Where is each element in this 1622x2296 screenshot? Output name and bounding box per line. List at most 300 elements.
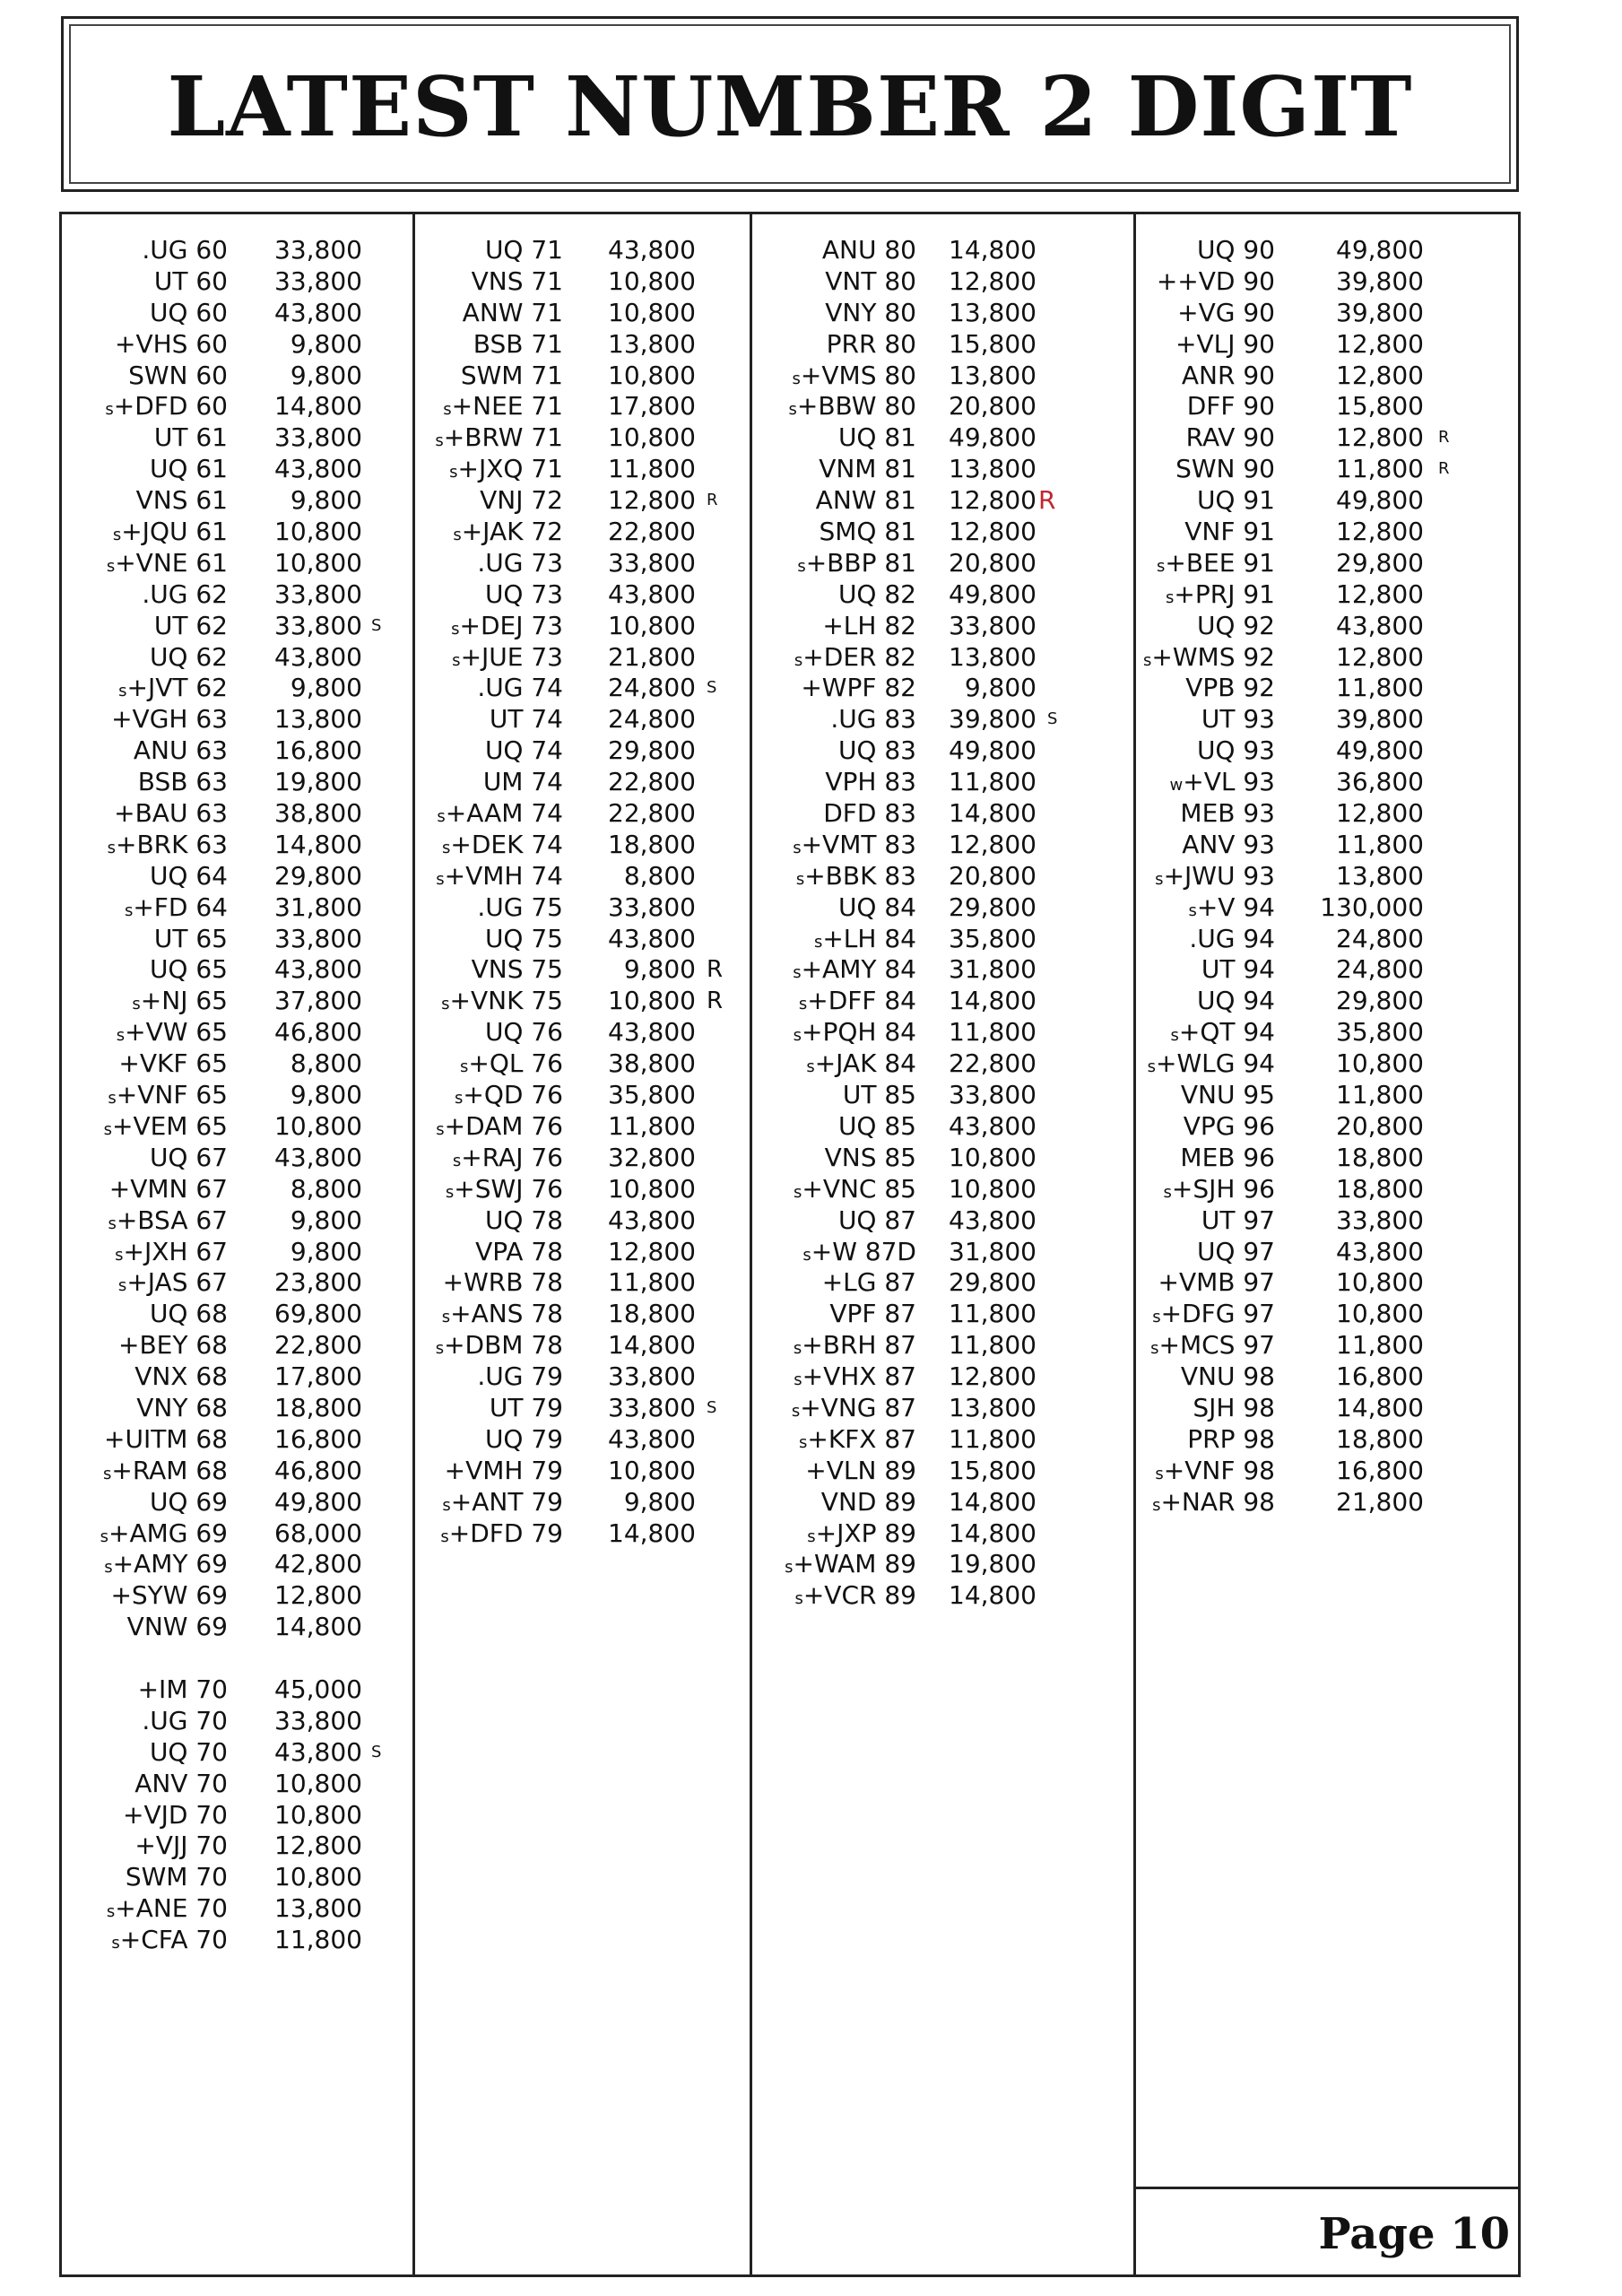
entry-code <box>805 1456 916 1487</box>
entry-code <box>1175 454 1275 485</box>
entry-code-text: +BEE 91 <box>1165 547 1275 578</box>
table-row <box>421 798 750 830</box>
entry-code <box>108 1205 228 1240</box>
entry-code-text: +AAM 74 <box>445 798 563 829</box>
entry-code <box>443 391 563 426</box>
table-row <box>1142 1424 1519 1456</box>
entry-code-text: +DFD 60 <box>113 391 228 422</box>
entry-prefix: s <box>1155 869 1164 889</box>
entry-value: 22,800 <box>608 517 696 547</box>
entry-code <box>789 391 917 426</box>
entry-code-text: ANV 93 <box>1182 829 1275 859</box>
entry-value: 8,800 <box>290 1048 362 1079</box>
table-row <box>421 1518 750 1550</box>
entry-value: 11,800 <box>949 1330 1037 1361</box>
entry-value: 43,800 <box>608 1017 696 1048</box>
entry-code <box>823 798 916 830</box>
entry-code <box>150 954 228 986</box>
entry-prefix: s <box>1155 1464 1164 1483</box>
table-row <box>81 704 412 735</box>
entry-value: 20,800 <box>1336 1110 1424 1141</box>
entry-code-text: +NAR 98 <box>1160 1486 1275 1517</box>
table-row <box>759 235 1133 266</box>
entry-code <box>104 1549 228 1584</box>
entry-value: 31,800 <box>949 1236 1037 1266</box>
entry-code <box>150 642 228 674</box>
entry-code-text: UT 85 <box>842 1080 916 1110</box>
entry-code-text: UT 94 <box>1201 954 1275 985</box>
entry-code-text: VNU 95 <box>1180 1080 1275 1110</box>
entry-prefix: w <box>1169 776 1184 796</box>
table-row <box>421 422 750 454</box>
table-row <box>421 767 750 798</box>
entry-value: 24,800 <box>1336 954 1424 985</box>
entry-value: 14,800 <box>274 1612 362 1642</box>
entry-value: 33,800 <box>274 265 362 296</box>
entry-code <box>436 1111 563 1146</box>
table-row <box>81 298 412 329</box>
entry-code-text: .UG 74 <box>477 673 563 703</box>
entry-code-text: UQ 65 <box>149 954 228 985</box>
entry-code-text: ANU 63 <box>133 735 228 766</box>
entry-value: 43,800 <box>274 1142 362 1172</box>
table-row <box>81 1017 412 1048</box>
table-row <box>759 1580 1133 1612</box>
entry-code-text: UQ 94 <box>1196 986 1275 1016</box>
entry-code <box>1201 704 1275 735</box>
table-row <box>759 1518 1133 1550</box>
entry-code <box>827 329 916 361</box>
entry-code-text: UQ 61 <box>149 454 228 484</box>
entry-value: 14,800 <box>949 1518 1037 1548</box>
entry-value: 10,800 <box>949 1142 1037 1172</box>
entry-code-text: +JWU 93 <box>1163 860 1275 891</box>
entry-prefix: s <box>106 556 116 576</box>
entry-code <box>843 1080 916 1111</box>
entry-code <box>1201 954 1275 986</box>
entry-prefix: s <box>108 1089 117 1109</box>
entry-prefix: s <box>451 619 460 639</box>
table-row <box>421 1174 750 1205</box>
entry-code <box>104 1111 228 1146</box>
entry-code <box>150 454 228 485</box>
table-row <box>1142 1205 1519 1237</box>
entry-code <box>838 892 916 924</box>
entry-code <box>1148 1048 1275 1083</box>
entry-prefix: s <box>455 1089 464 1109</box>
table-row <box>81 1706 412 1737</box>
entry-code-text: MEB 93 <box>1180 798 1275 829</box>
entry-code-text: UQ 70 <box>149 1736 228 1767</box>
entry-code-text: +VMT 83 <box>801 829 916 859</box>
entry-value: 12,800 <box>1336 641 1424 672</box>
entry-code-text: +UITM 68 <box>103 1423 228 1454</box>
entry-value: 38,800 <box>608 1048 696 1079</box>
table-row <box>81 1612 412 1643</box>
entry-prefix: s <box>436 1119 445 1139</box>
entry-value: 11,800 <box>1336 1080 1424 1110</box>
table-row <box>759 1174 1133 1205</box>
entry-prefix: s <box>1152 1495 1161 1515</box>
entry-prefix: s <box>104 1558 113 1578</box>
entry-code-text: +ANE 70 <box>115 1893 228 1924</box>
entry-value: 49,800 <box>949 578 1037 609</box>
entry-code <box>794 1580 916 1615</box>
table-row <box>759 329 1133 361</box>
entry-code <box>442 1299 563 1334</box>
entry-code-text: VNT 80 <box>825 265 916 296</box>
entry-prefix: s <box>806 1057 815 1077</box>
entry-value: 12,800 <box>949 485 1037 516</box>
entry-code-text: +LH 84 <box>822 923 916 953</box>
entry-prefix: s <box>785 1558 794 1578</box>
entry-code <box>1155 861 1275 896</box>
entry-code-text: +JAS 67 <box>126 1267 228 1298</box>
entry-value: 33,800 <box>608 1392 696 1422</box>
entry-code-text: +JXP 89 <box>815 1518 916 1548</box>
table-row <box>81 954 412 986</box>
entry-code-text: +VW 65 <box>125 1017 228 1048</box>
entry-value: 33,800 <box>274 923 362 953</box>
entry-code <box>825 1143 916 1174</box>
entry-code-text: +VHX 87 <box>802 1361 916 1392</box>
entry-value: 10,800 <box>1336 1299 1424 1329</box>
entry-code <box>115 1237 228 1272</box>
entry-value: 10,800 <box>608 1173 696 1204</box>
entry-prefix: s <box>813 932 823 952</box>
table-row <box>1142 767 1519 798</box>
entry-code-text: SJH 98 <box>1193 1392 1275 1422</box>
entry-value: 43,800 <box>274 641 362 672</box>
table-row <box>421 548 750 579</box>
entry-code-text: ANV 70 <box>134 1768 228 1798</box>
entry-prefix: s <box>793 1026 802 1046</box>
entry-value: 43,800 <box>608 235 696 265</box>
entry-code-text: UQ 71 <box>484 235 563 265</box>
entry-value: 12,800 <box>949 829 1037 859</box>
entry-flag: R <box>1438 459 1450 479</box>
entry-value: 10,800 <box>274 1768 362 1798</box>
entry-value: 9,800 <box>290 485 362 516</box>
entry-code <box>115 329 228 361</box>
entry-code <box>825 298 916 329</box>
entry-value: 10,800 <box>274 1110 362 1141</box>
entry-code <box>154 611 228 642</box>
entry-value: 18,800 <box>1336 1173 1424 1204</box>
entry-value: 13,800 <box>949 360 1037 390</box>
entry-code-text: UQ 62 <box>149 641 228 672</box>
entry-value: 43,800 <box>949 1205 1037 1235</box>
table-row <box>759 798 1133 830</box>
entry-code-text: +VGH 63 <box>111 704 228 735</box>
entry-code-text: VNU 98 <box>1180 1361 1275 1392</box>
entry-code <box>138 767 228 798</box>
entry-code <box>136 1393 228 1424</box>
entry-prefix: s <box>118 682 127 701</box>
entry-code-text: MEB 96 <box>1180 1142 1275 1172</box>
table-row <box>421 1267 750 1299</box>
entry-code <box>1187 1424 1275 1456</box>
entry-code-text: VPH 83 <box>825 767 916 797</box>
entry-prefix: s <box>102 1464 112 1483</box>
entry-code-text: +JVT 62 <box>126 673 228 703</box>
entry-value: 11,800 <box>1336 1330 1424 1361</box>
table-row <box>1142 517 1519 548</box>
entry-code <box>793 361 916 396</box>
entry-value: 21,800 <box>608 641 696 672</box>
entry-code <box>485 1205 563 1237</box>
table-row <box>421 830 750 861</box>
entry-value: 13,800 <box>274 1893 362 1924</box>
entry-prefix: s <box>793 1182 802 1202</box>
page-number: Page 10 <box>1318 2209 1510 2259</box>
entry-flag: S <box>371 615 382 635</box>
entry-prefix: s <box>132 995 141 1014</box>
entry-prefix: s <box>453 526 462 545</box>
table-row <box>759 1143 1133 1174</box>
table-row <box>81 986 412 1017</box>
entry-value: 24,800 <box>608 704 696 735</box>
entry-code <box>1181 1361 1275 1393</box>
entry-value: 11,800 <box>1336 829 1424 859</box>
entry-value: 9,800 <box>290 328 362 359</box>
entry-code-text: +DFF 84 <box>807 986 916 1016</box>
table-row <box>759 1017 1133 1048</box>
table-row <box>421 1487 750 1518</box>
entry-code <box>1170 767 1275 802</box>
entry-code-text: RAV 90 <box>1185 422 1275 453</box>
table-row <box>1142 548 1519 579</box>
entry-code <box>1170 1017 1275 1052</box>
entry-code-text: +DAM 76 <box>444 1110 563 1141</box>
entry-code <box>472 266 563 298</box>
entry-value: 10,800 <box>608 265 696 296</box>
entry-code-text: .UG 75 <box>477 891 563 922</box>
entry-code <box>118 673 228 708</box>
entry-value: 43,800 <box>608 1205 696 1235</box>
entry-code <box>108 830 228 865</box>
entry-value: 9,800 <box>623 1486 696 1517</box>
table-row <box>1142 1393 1519 1424</box>
entry-value: 43,800 <box>274 1736 362 1767</box>
entry-prefix: s <box>798 995 808 1014</box>
table-row <box>759 673 1133 704</box>
table-row <box>81 517 412 548</box>
entry-code-text: +FD 64 <box>133 891 228 922</box>
entry-value: 22,800 <box>949 1048 1037 1079</box>
entry-code <box>838 735 916 767</box>
entry-code-text: +VJD 70 <box>123 1799 228 1830</box>
table-row <box>421 1361 750 1393</box>
table-row <box>421 924 750 955</box>
entry-value: 43,800 <box>1336 610 1424 640</box>
entry-code <box>134 1361 228 1393</box>
entry-code-text: .UG 83 <box>830 704 916 735</box>
table-row <box>759 704 1133 735</box>
entry-code-text: +VHS 60 <box>115 328 228 359</box>
entry-code-text: +VMH 79 <box>444 1455 563 1485</box>
entry-value: 14,800 <box>949 1580 1037 1611</box>
table-row <box>421 361 750 392</box>
entry-value: 18,800 <box>1336 1423 1424 1454</box>
entry-code-text: UM 74 <box>482 767 563 797</box>
entry-code-text: UT 65 <box>153 923 228 953</box>
entry-value: 31,800 <box>274 891 362 922</box>
entry-prefix: s <box>807 1526 816 1546</box>
table-row <box>81 1424 412 1456</box>
entry-value: 46,800 <box>274 1017 362 1048</box>
entry-value: 42,800 <box>274 1549 362 1579</box>
entry-value: 22,800 <box>608 767 696 797</box>
entry-value: 20,800 <box>949 391 1037 422</box>
entry-prefix: s <box>441 995 450 1014</box>
table-row <box>759 1330 1133 1361</box>
entry-value: 10,800 <box>1336 1267 1424 1298</box>
table-row <box>421 391 750 422</box>
entry-code <box>105 391 228 426</box>
entry-code <box>113 517 228 552</box>
entry-code-text: +BSA 67 <box>116 1205 228 1235</box>
entry-code <box>477 892 563 924</box>
entry-code-text: SWN 90 <box>1175 454 1275 484</box>
entry-prefix: s <box>436 869 445 889</box>
table-row <box>421 986 750 1017</box>
entry-prefix: s <box>1143 650 1152 670</box>
entry-value: 14,800 <box>1336 1392 1424 1422</box>
entry-code <box>816 485 916 517</box>
entry-code-text: UT 79 <box>489 1392 563 1422</box>
number-column-2 <box>421 235 750 1549</box>
entry-flag: S <box>1047 709 1058 729</box>
entry-value: 39,800 <box>1336 265 1424 296</box>
entry-code-text: +PQH 84 <box>802 1017 916 1048</box>
entry-code-text: UT 60 <box>153 265 228 296</box>
entry-value: 36,800 <box>1336 767 1424 797</box>
entry-prefix: s <box>442 1495 451 1515</box>
entry-code <box>104 1424 228 1456</box>
entry-value: 32,800 <box>608 1142 696 1172</box>
entry-value: 14,800 <box>608 1330 696 1361</box>
entry-code-text: UQ 76 <box>484 1017 563 1048</box>
entry-value: 46,800 <box>274 1455 362 1485</box>
entry-code-text: +JXQ 71 <box>457 454 563 484</box>
entry-code-text: ANU 80 <box>821 235 916 265</box>
entry-code-text: UT 61 <box>153 422 228 453</box>
entry-prefix: s <box>1170 1026 1179 1046</box>
entry-value: 18,800 <box>608 829 696 859</box>
entry-value: 33,800 <box>949 1080 1037 1110</box>
table-row <box>81 454 412 485</box>
entry-code-text: +RAM 68 <box>111 1455 228 1485</box>
entry-value: 14,800 <box>949 986 1037 1016</box>
entry-value: 29,800 <box>949 891 1037 922</box>
table-row <box>81 1143 412 1174</box>
table-row <box>81 642 412 674</box>
entry-code-text: +RAJ 76 <box>461 1142 563 1172</box>
entry-code-text: UQ 92 <box>1196 610 1275 640</box>
entry-code-text: UQ 87 <box>837 1205 916 1235</box>
entry-value: 33,800 <box>1336 1205 1424 1235</box>
table-row <box>759 735 1133 767</box>
entry-code <box>1197 735 1275 767</box>
entry-code <box>477 1361 563 1393</box>
table-row <box>1142 1237 1519 1268</box>
entry-code <box>799 1424 916 1459</box>
entry-flag: R <box>707 987 724 1015</box>
entry-value: 33,800 <box>274 610 362 640</box>
entry-prefix: s <box>445 1182 455 1202</box>
entry-code-text: +SJH 96 <box>1171 1173 1275 1204</box>
entry-code <box>452 642 563 677</box>
entry-code <box>132 986 228 1021</box>
entry-code-text: +VJJ 70 <box>134 1831 228 1861</box>
entry-code <box>1155 1456 1275 1491</box>
entry-code-text: ++VD 90 <box>1156 265 1275 296</box>
table-row <box>421 1237 750 1268</box>
entry-code-text: +QL 76 <box>468 1048 563 1079</box>
entry-code <box>485 1424 563 1456</box>
entry-value: 14,800 <box>949 235 1037 265</box>
entry-prefix: s <box>103 1119 112 1139</box>
entry-prefix: s <box>116 1026 126 1046</box>
entry-prefix: s <box>435 1339 445 1359</box>
entry-value: 12,800 <box>1336 360 1424 390</box>
entry-value: 12,800 <box>949 265 1037 296</box>
entry-value: 14,800 <box>274 829 362 859</box>
entry-code <box>794 1361 916 1396</box>
entry-value: 12,800 <box>274 1580 362 1611</box>
entry-flag: S <box>707 1397 717 1417</box>
entry-prefix: s <box>1152 1308 1161 1327</box>
entry-code-text: UQ 81 <box>837 422 916 453</box>
entry-code <box>109 1174 228 1205</box>
entry-code-text: +VNK 75 <box>449 986 563 1016</box>
entry-value: 14,800 <box>274 391 362 422</box>
entry-value: 10,800 <box>1336 1048 1424 1079</box>
entry-code <box>472 954 563 986</box>
entry-prefix: s <box>1150 1339 1159 1359</box>
entry-flag: R <box>1038 485 1056 516</box>
entry-code <box>453 517 563 552</box>
entry-code-text: +IM 70 <box>137 1674 228 1704</box>
entry-value: 8,800 <box>290 1173 362 1204</box>
entry-code-text: UT 74 <box>489 704 563 735</box>
entry-value: 10,800 <box>274 1862 362 1892</box>
entry-prefix: s <box>791 1401 801 1421</box>
entry-flag: S <box>371 1742 382 1761</box>
entry-value: 19,800 <box>949 1549 1037 1579</box>
entry-code-text: +VNE 61 <box>115 547 228 578</box>
entry-value: 9,800 <box>290 1236 362 1266</box>
entry-value: 17,800 <box>274 1361 362 1392</box>
entry-prefix: s <box>115 1245 124 1265</box>
table-row <box>81 1456 412 1487</box>
table-row <box>421 1048 750 1080</box>
entry-value: 22,800 <box>274 1330 362 1361</box>
entry-code <box>1187 391 1275 422</box>
entry-code <box>1158 1267 1275 1299</box>
entry-prefix: s <box>1166 587 1175 607</box>
entry-code <box>114 798 228 830</box>
entry-code-text: UQ 64 <box>149 860 228 891</box>
entry-code <box>473 329 563 361</box>
entry-value: 45,000 <box>274 1674 362 1704</box>
entry-code <box>485 579 563 611</box>
entry-value: 24,800 <box>608 673 696 703</box>
entry-code <box>480 485 563 517</box>
entry-code-text: +WRB 78 <box>442 1267 563 1298</box>
entry-prefix: s <box>793 838 802 857</box>
